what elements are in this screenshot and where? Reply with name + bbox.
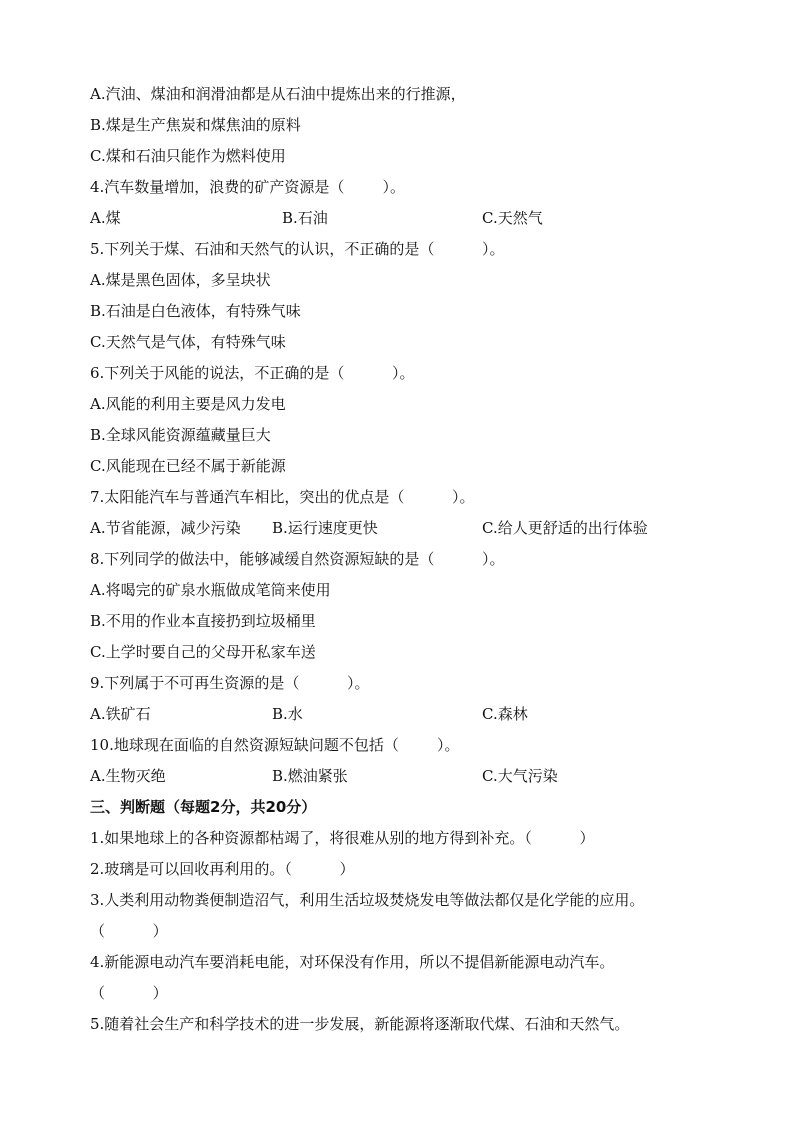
q5-option-c: C.天然气是气体，有特殊气味 xyxy=(90,333,286,351)
q9-option-c: C.森林 xyxy=(482,705,528,723)
q4-option-c: C.天然气 xyxy=(482,209,543,227)
q8-option-b: B.不用的作业本直接扔到垃圾桶里 xyxy=(90,612,316,630)
question-4: 4.汽车数量增加，浪费的矿产资源是（ ）。 xyxy=(90,178,405,196)
q10-option-a: A.生物灭绝 xyxy=(90,767,166,785)
q7-option-b: B.运行速度更快 xyxy=(272,519,378,537)
question-7: 7.太阳能汽车与普通汽车相比，突出的优点是（ ）。 xyxy=(90,488,475,506)
question-8: 8.下列同学的做法中，能够减缓自然资源短缺的是（ ）。 xyxy=(90,550,505,568)
q6-option-c: C.风能现在已经不属于新能源 xyxy=(90,457,286,475)
q6-option-a: A.风能的利用主要是风力发电 xyxy=(90,395,286,413)
tf-question-1: 1.如果地球上的各种资源都枯竭了，将很难从别的地方得到补充。（ ） xyxy=(90,829,595,847)
q7-options xyxy=(90,518,710,538)
q3-option-b: B.煤是生产焦炭和煤焦油的原料 xyxy=(90,116,301,134)
q4-options xyxy=(90,208,710,228)
q10-options xyxy=(90,766,710,786)
q3-option-a: A.汽油、煤油和润滑油都是从石油中提炼出来的行推源， xyxy=(90,85,466,103)
tf-question-4: 4.新能源电动汽车要消耗电能，对环保没有作用，所以不提倡新能源电动汽车。 xyxy=(90,953,615,971)
q6-option-b: B.全球风能资源蕴藏量巨大 xyxy=(90,426,271,444)
q10-option-b: B.燃油紧张 xyxy=(272,767,348,785)
q9-options xyxy=(90,704,710,724)
q7-option-a: A.节省能源，减少污染 xyxy=(90,519,241,537)
q7-option-c: C.给人更舒适的出行体验 xyxy=(482,519,648,537)
q10-option-c: C.大气污染 xyxy=(482,767,558,785)
question-10: 10.地球现在面临的自然资源短缺问题不包括（ ）。 xyxy=(90,736,460,754)
q9-option-b: B.水 xyxy=(272,705,303,723)
tf-question-2: 2.玻璃是可以回收再利用的。（ ） xyxy=(90,860,355,878)
q3-option-c: C.煤和石油只能作为燃料使用 xyxy=(90,147,286,165)
q8-option-a: A.将喝完的矿泉水瓶做成笔筒来使用 xyxy=(90,581,331,599)
question-5: 5.下列关于煤、石油和天然气的认识，不正确的是（ ）。 xyxy=(90,240,505,258)
q5-option-b: B.石油是白色液体，有特殊气味 xyxy=(90,302,301,320)
q5-option-a: A.煤是黑色固体，多呈块状 xyxy=(90,271,271,289)
q9-option-a: A.铁矿石 xyxy=(90,705,151,723)
q8-option-c: C.上学时要自己的父母开私家车送 xyxy=(90,643,316,661)
tf-question-3: 3.人类利用动物粪便制造沼气，利用生活垃圾焚烧发电等做法都仅是化学能的应用。 xyxy=(90,891,645,909)
q4-option-b: B.石油 xyxy=(282,209,328,227)
question-9: 9.下列属于不可再生资源的是（ ）。 xyxy=(90,674,370,692)
tf-question-5: 5.随着社会生产和科学技术的进一步发展，新能源将逐渐取代煤、石油和天然气。 xyxy=(90,1015,630,1033)
section-heading-true-false: 三、判断题（每题2分，共20分） xyxy=(90,798,317,816)
tf-question-4-answer: （ ） xyxy=(90,984,168,1002)
q4-option-a: A.煤 xyxy=(90,209,121,227)
tf-question-3-answer: （ ） xyxy=(90,922,168,940)
question-6: 6.下列关于风能的说法，不正确的是（ ）。 xyxy=(90,364,415,382)
